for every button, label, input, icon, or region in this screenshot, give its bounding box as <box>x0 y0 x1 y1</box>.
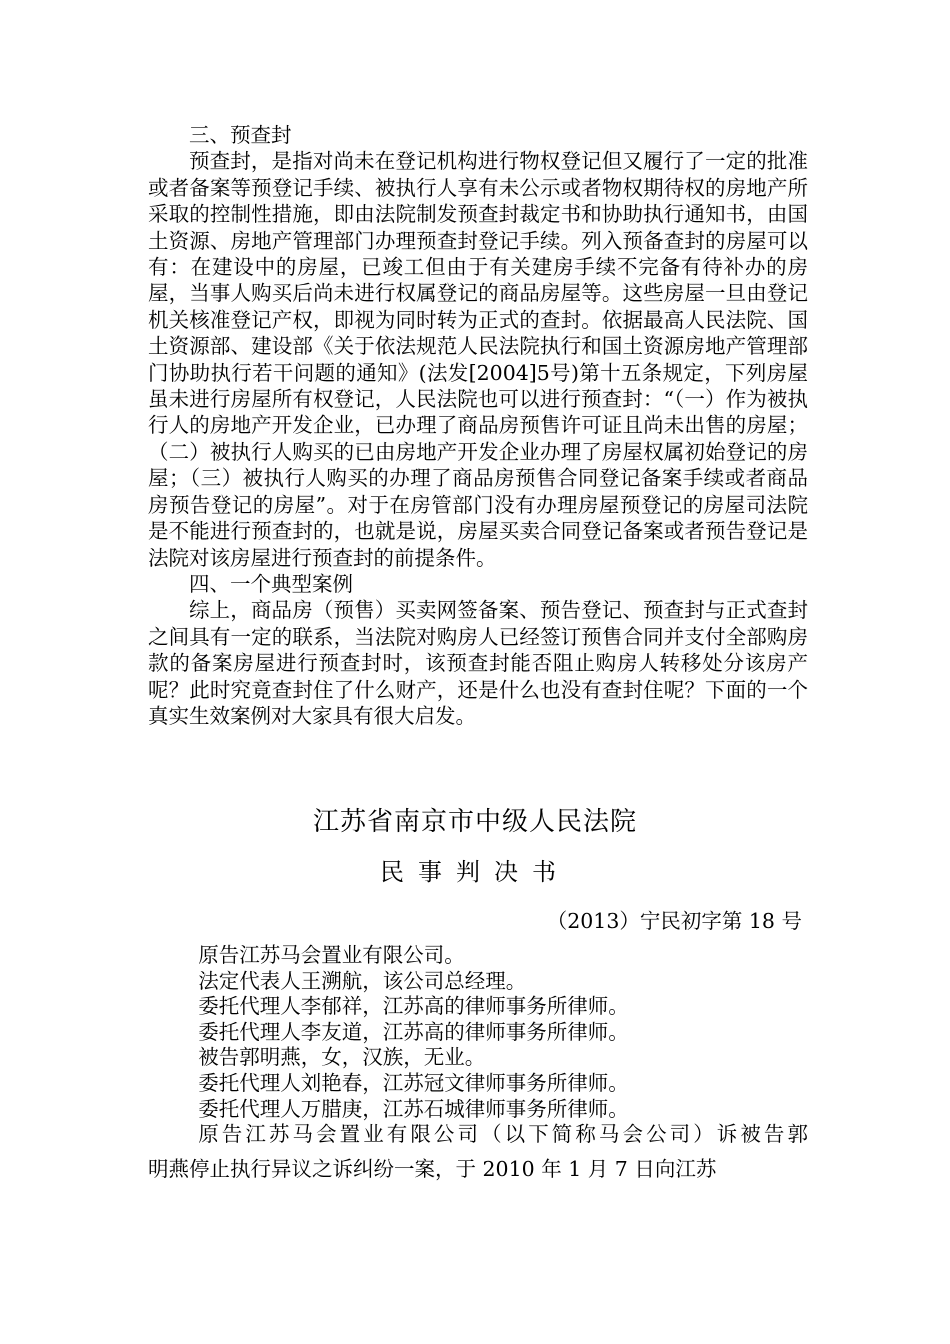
section-paragraph-3: 预查封，是指对尚未在登记机构进行物权登记但又履行了一定的批准或者备案等预登记手续、被执行人享有未公示或者物权期待权的房地产所采取的控制性措施，即由法院制发预查封裁定书和协助执行通知书，由国土资源、房地产管理部门办理预查封登记手续。列入预备查封的房屋可以有：在建设中的房屋，已竣工但由于有关建房手续不完备有待补办的房屋，当事人购买后尚未进行权属登记的商品房屋等。这些房屋一旦由登记机关核准登记产权，即视为同时转为正式的查封。依据最高人民法院、国土资源部、建设部《关于依法规范人民法院执行和国土资源房地产管理部门协助执行若干问题的通知》(法发[2004]5号)第十五条规定，下列房屋虽未进行房屋所有权登记，人民法院也可以进行预查封：“（一）作为被执行人的房地产开发企业，已办理了商品房预售许可证且尚未出售的房屋；（二）被执行人购买的已由房地产开发企业办理了房屋权属初始登记的房屋；（三）被执行人购买的办理了商品房预售合同登记备案手续或者商品房预告登记的房屋”。对于在房管部门没有办理房屋预登记的房屋司法院是不能进行预查封的，也就是说，房屋买卖合同登记备案或者预告登记是法院对该房屋进行预查封的前提条件。 <box>148 149 808 570</box>
party-line: 委托代理人李友道，江苏高的律师事务所律师。 <box>198 1019 629 1044</box>
section-heading-3: 三、预查封 <box>189 123 292 147</box>
document-type-title: 民事判决书 <box>380 858 570 886</box>
party-line: 委托代理人万腊庚，江苏石城律师事务所律师。 <box>198 1096 629 1121</box>
party-line: 委托代理人李郁祥，江苏高的律师事务所律师。 <box>198 994 629 1019</box>
section-heading-4: 四、一个典型案例 <box>189 571 353 596</box>
party-line: 委托代理人刘艳春，江苏冠文律师事务所律师。 <box>198 1070 629 1095</box>
section-paragraph-4: 综上，商品房（预售）买卖网签备案、预告登记、预查封与正式查封之间具有一定的联系，当法院对购房人已经签订预售合同并支付全部购房款的备案房屋进行预查封时，该预查封能否阻止购房人转移处分该房产呢？此时究竟查封住了什么财产，还是什么也没有查封住呢？下面的一个真实生效案例对大家具有很大启发。 <box>148 598 808 728</box>
case-intro-line-1: 原告江苏马会置业有限公司（以下简称马会公司）诉被告郭 <box>198 1122 808 1147</box>
party-list <box>148 943 808 1148</box>
case-number: （2013）宁民初字第 18 号 <box>546 909 802 933</box>
party-line: 被告郭明燕，女，汉族，无业。 <box>198 1045 486 1070</box>
article-body <box>148 122 808 729</box>
party-line: 法定代表人王溯航，该公司总经理。 <box>198 968 527 993</box>
case-intro-line-2: 明燕停止执行异议之诉纠纷一案，于 2010 年 1 月 7 日向江苏 <box>148 1157 717 1181</box>
party-line: 原告江苏马会置业有限公司。 <box>198 943 465 967</box>
court-name: 江苏省南京市中级人民法院 <box>312 807 637 837</box>
